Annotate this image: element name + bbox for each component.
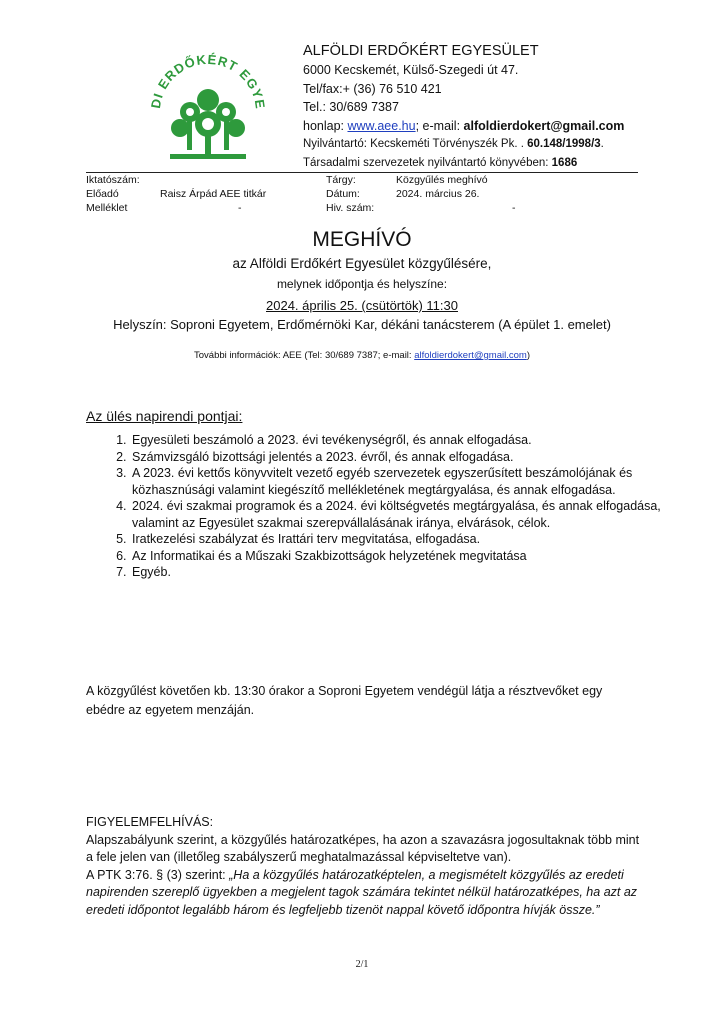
homepage-label: honlap: (303, 118, 348, 133)
agenda-item: 5. Iratkezelési szabályzat és Irattári terv megvitatása, elfogadása. (130, 531, 675, 548)
warning-ptk-paragraph (86, 867, 642, 920)
date-location-intro: melynek időpontja és helyszíne: (276, 277, 448, 291)
targy-label: Tárgy: (326, 174, 356, 186)
melleklet-label: Melléklet (86, 202, 128, 214)
contact-info (0, 350, 724, 361)
header-email: alfoldierdokert@gmail.com (463, 118, 625, 133)
page-number: 2/1 (355, 959, 369, 970)
agenda-list (100, 432, 675, 581)
registry-end: . (600, 138, 604, 150)
warning-heading: FIGYELEMFELHÍVÁS: (86, 815, 214, 829)
agenda-item: 4. 2024. évi szakmai programok és a 2024. évi költségvetés megtárgyalása, és annak elfogadása, valamint az Egyesület szakmai szerepvállalásának iránya, elvárások, célok. (130, 498, 675, 531)
agenda-item: 7. Egyéb. (130, 564, 675, 581)
agenda-item: 1. Egyesületi beszámoló a 2023. évi tevékenységről, és annak elfogadása. (130, 432, 675, 449)
hivszam-label: Hiv. szám: (326, 202, 375, 214)
agenda-heading: Az ülés napirendi pontjai: (86, 408, 243, 424)
registry-number: 60.148/1998/3 (527, 138, 601, 150)
datum-label: Dátum: (326, 188, 360, 200)
registry-label: Nyilvántartó: Kecskeméti Törvényszék Pk. . (303, 138, 528, 150)
contact-suffix: ) (526, 350, 530, 361)
society-label: Társadalmi szervezetek nyilvántartó könyvében: (303, 156, 552, 169)
document-subtitle: az Alföldi Erdőkért Egyesület közgyűlésére, (232, 256, 492, 271)
document-title: MEGHÍVÓ (312, 228, 412, 251)
agenda-item: 3. A 2023. évi kettős könyvvitelt vezető egyéb szervezetek egyszerűsített beszámolójának és közhasznúsági valamint kiegészítő mellékletének megtárgyalása, és annak elfogadása. (130, 465, 675, 498)
meeting-datetime: 2024. április 25. (csütörtök) 11:30 (266, 298, 458, 313)
contact-email-link[interactable]: alfoldierdokert@gmail.com (414, 350, 527, 361)
phone: Tel.: 30/689 7387 (303, 100, 399, 114)
iktatoszam-label: Iktatószám: (86, 174, 140, 186)
address: 6000 Kecskemét, Külső-Szegedi út 47. (303, 63, 519, 77)
organization-info (303, 42, 624, 172)
datum-value: 2024. március 26. (396, 188, 480, 200)
meta-row (86, 201, 638, 215)
logo-text: DI ERDŐKÉRT EGYE (147, 51, 269, 111)
contact-prefix: További információk: AEE (Tel: 30/689 7387; e-mail: (194, 350, 415, 361)
meta-row (86, 173, 638, 187)
document-meta (86, 172, 638, 215)
homepage-link[interactable]: www.aee.hu (347, 118, 416, 133)
eloado-value: Raisz Árpád AEE titkár (160, 188, 267, 200)
agenda-item: 2. Számvizsgáló bizottsági jelentés a 2023. évről, és annak elfogadása. (130, 449, 675, 466)
meeting-location: Helyszín: Soproni Egyetem, Erdőmérnöki Kar, dékáni tanácsterem (A épület 1. emelet) (113, 317, 611, 332)
warning-paragraph: Alapszabályunk szerint, a közgyűlés határozatképes, ha azon a szavazásra jogosultaknak több mint a fele jelen van (illetőleg szabályszerű meghatalmazással képviseltetve van). (86, 832, 640, 864)
eloado-label: Előadó (86, 188, 119, 200)
email-label: ; e-mail: (415, 118, 464, 133)
organization-name: ALFÖLDI ERDŐKÉRT EGYESÜLET (303, 43, 539, 59)
society-line (303, 154, 624, 173)
society-number: 1686 (551, 156, 578, 169)
web-email-line (303, 117, 624, 136)
meta-row (86, 187, 638, 201)
registry-line (303, 135, 624, 154)
hivszam-value: - (512, 202, 516, 214)
melleklet-value: - (238, 202, 242, 214)
warning-section (86, 814, 642, 919)
agenda-item: 6. Az Informatikai és a Műszaki Szakbizottságok helyzetének megvitatása (130, 548, 675, 565)
telfax: Tel/fax:+ (36) 76 510 421 (303, 81, 442, 96)
organization-logo (140, 42, 275, 172)
ptk-prefix: A PTK 3:76. § (3) szerint: (86, 867, 230, 882)
lunch-note: A közgyűlést követően kb. 13:30 órakor a Soproni Egyetem vendégül látja a résztvevőket egy ebédre az egyetem menzáján. (86, 684, 603, 717)
targy-value: Közgyűlés meghívó (396, 174, 488, 186)
ptk-quote: „Ha a közgyűlés határozatképtelen, a megismételt közgyűlés az eredeti napirenden szereplő ügyekben a megjelent tagok számára tekintet nélkül határozatképes, ha azt az eredeti időpontot legalább három és legfeljebb tizenöt nappal követő időpontra hívják össze.” (86, 867, 638, 917)
